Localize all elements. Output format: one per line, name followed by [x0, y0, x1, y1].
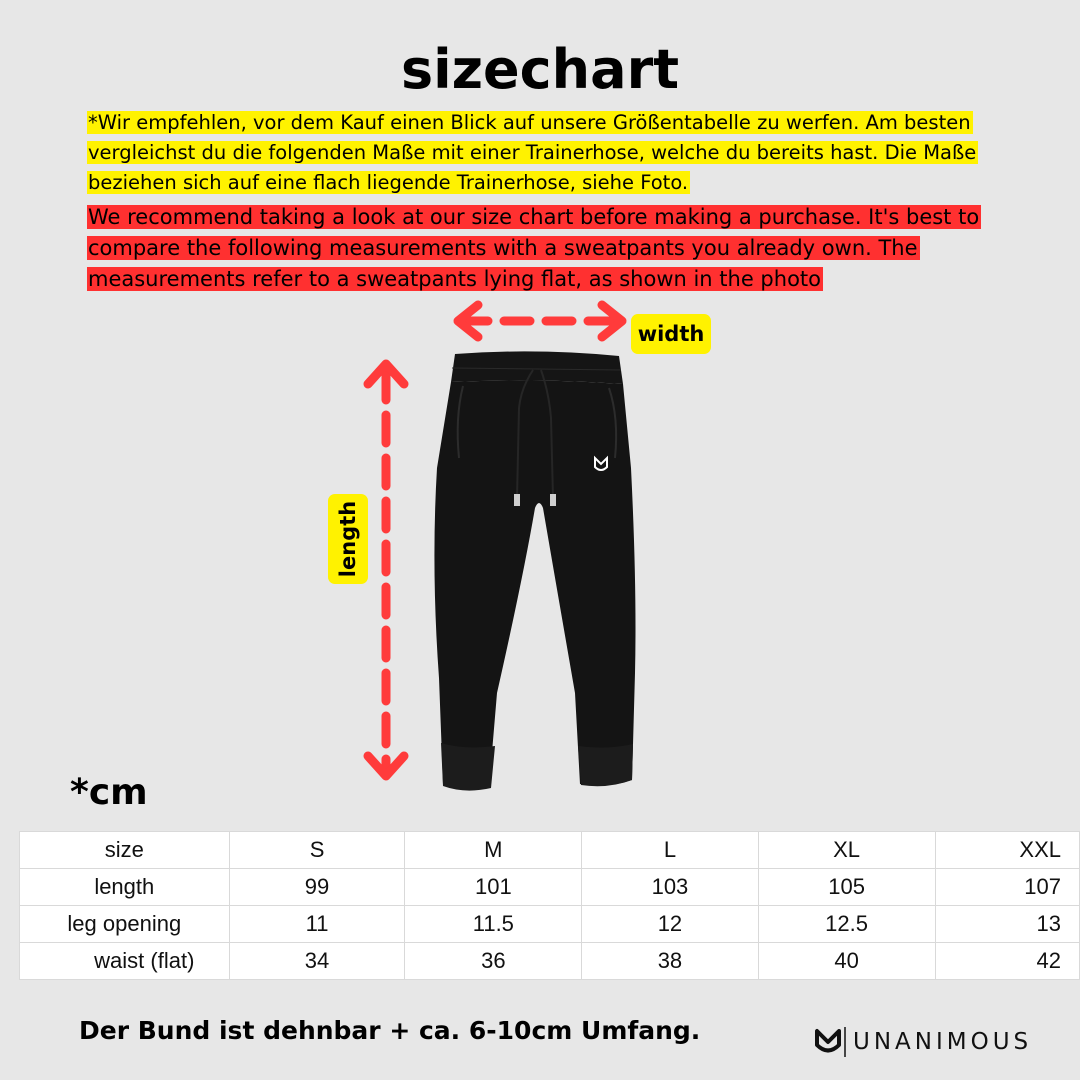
row-header: waist (flat): [20, 943, 230, 980]
table-cell: 11.5: [405, 906, 582, 943]
table-cell: 105: [758, 869, 935, 906]
table-cell: M: [405, 832, 582, 869]
table-cell: XXL: [935, 832, 1080, 869]
brand-logo-icon: [813, 1025, 847, 1059]
width-arrow-icon: [458, 305, 622, 337]
table-row: [20, 906, 1080, 943]
table-row: [20, 832, 1080, 869]
table-cell: 11: [229, 906, 405, 943]
waistband-note: Der Bund ist dehnbar + ca. 6-10cm Umfang.: [79, 1016, 701, 1045]
table-cell: XL: [758, 832, 935, 869]
table-cell: 12.5: [758, 906, 935, 943]
table-cell: 40: [758, 943, 935, 980]
length-arrow-icon: [368, 364, 404, 776]
table-cell: 13: [935, 906, 1080, 943]
table-row: [20, 869, 1080, 906]
table-cell: 38: [582, 943, 759, 980]
row-header: leg opening: [20, 906, 230, 943]
table-cell: S: [229, 832, 405, 869]
unit-label: *cm: [70, 772, 148, 813]
table-cell: 107: [935, 869, 1080, 906]
size-table: [19, 831, 1080, 980]
sweatpants-image: [425, 348, 655, 793]
note-german-text: *Wir empfehlen, vor dem Kauf einen Blick auf unsere Größentabelle zu werfen. Am besten vergleichst du die folgenden Maße mit einer Trainerhose, welche du bereits hast. Die Maße beziehen sich auf eine flach liegende Trainerhose, siehe Foto.: [88, 111, 977, 194]
table-cell: 12: [582, 906, 759, 943]
length-label: [328, 494, 368, 584]
table-cell: 42: [935, 943, 1080, 980]
table-cell: L: [582, 832, 759, 869]
row-header: length: [20, 869, 230, 906]
row-header: size: [20, 832, 230, 869]
length-label-text: length: [336, 500, 360, 578]
brand-logo: [813, 1024, 1032, 1060]
table-cell: 103: [582, 869, 759, 906]
table-cell: 101: [405, 869, 582, 906]
table-cell: 36: [405, 943, 582, 980]
table-cell: 99: [229, 869, 405, 906]
table-row: [20, 943, 1080, 980]
note-english-text: We recommend taking a look at our size chart before making a purchase. It's best to compare the following measurements with a sweatpants you already own. The measurements refer to a sweatpants lying flat, as shown in the photo: [88, 205, 980, 291]
page-title: sizechart: [400, 38, 680, 101]
table-cell: 34: [229, 943, 405, 980]
width-label: width: [631, 314, 711, 354]
brand-name: UNANIMOUS: [853, 1029, 1033, 1055]
